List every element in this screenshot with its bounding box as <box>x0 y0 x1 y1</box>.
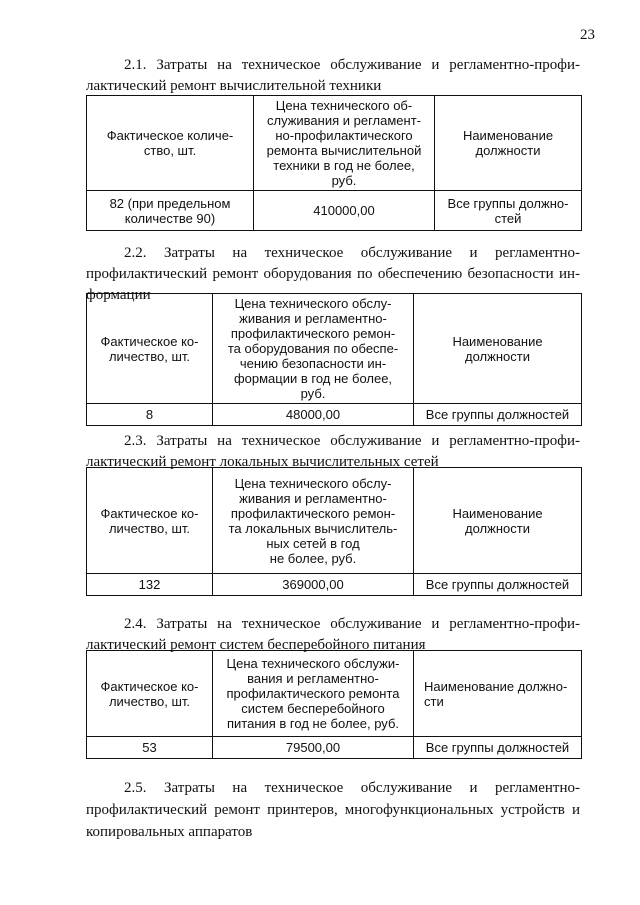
cell-line: Фактическое ко- <box>100 678 199 694</box>
cell-line: живания и регламентно- <box>239 490 387 506</box>
cell-position <box>435 191 582 231</box>
cell-line: 410000,00 <box>313 203 375 218</box>
cell-line: стей <box>494 210 522 226</box>
cell-line: Фактическое ко- <box>100 505 199 521</box>
header-position <box>414 468 582 574</box>
cell-line: Все группы должно- <box>447 195 569 211</box>
cell-line: личество, шт. <box>108 693 191 709</box>
cell-line: не более, руб. <box>269 550 357 566</box>
cell-line: должности <box>465 520 530 536</box>
cell-line: 48000,00 <box>285 407 341 422</box>
cell-line: ных сетей в год <box>266 535 360 551</box>
cell-line: 8 <box>145 407 154 422</box>
paragraph-line: копировальных аппаратов <box>86 824 253 840</box>
cell-position <box>414 404 582 426</box>
cell-line: Цена технического обслужи- <box>226 656 400 671</box>
table-header-row <box>87 294 582 404</box>
table-row <box>87 191 582 231</box>
cell-line: та оборудования по обеспе- <box>227 341 399 356</box>
cell-line: та локальных вычислитель- <box>228 520 398 536</box>
cell-line: формации в год не более, <box>233 371 393 386</box>
cell-line: количестве 90) <box>124 210 216 226</box>
header-price <box>213 294 414 404</box>
cell-line: Все группы должностей <box>425 740 570 755</box>
cell-quantity <box>87 737 213 759</box>
cell-line: служивания и регламент- <box>266 113 421 128</box>
cell-line: должности <box>465 348 530 364</box>
header-price <box>254 96 435 191</box>
cell-line: личество, шт. <box>108 348 191 364</box>
cell-line: 82 (при предельном <box>109 195 231 211</box>
cell-line: вания и регламентно- <box>247 671 379 686</box>
cell-line: питания в год не более, руб. <box>226 716 399 731</box>
cell-price <box>213 574 414 596</box>
cell-quantity <box>87 404 213 426</box>
cell-line: систем бесперебойного <box>241 701 385 716</box>
header-quantity <box>87 651 213 737</box>
cell-line: Фактическое ко- <box>100 333 199 349</box>
title-line: 2.3. Затраты на техническое обслуживание и регламентно-профи- <box>124 433 580 449</box>
header-price <box>213 468 414 574</box>
title-line: формации <box>86 287 151 303</box>
title-line: 2.4. Затраты на техническое обслуживание и регламентно-профи- <box>124 616 580 632</box>
cell-line: профилактического ремон- <box>230 326 396 341</box>
cell-line: чению безопасности ин- <box>239 356 387 371</box>
cell-quantity <box>87 574 213 596</box>
section-2-1-table <box>86 95 582 231</box>
cell-line: Все группы должностей <box>425 577 570 592</box>
cell-line: Цена технического обслу- <box>234 296 392 311</box>
cell-line: Все группы должностей <box>425 407 570 422</box>
section-2-5-paragraph <box>86 777 580 843</box>
cell-line: Фактическое количе- <box>106 128 234 143</box>
cell-line: Цена технического об- <box>275 98 413 113</box>
header-quantity <box>87 294 213 404</box>
table-header-row <box>87 468 582 574</box>
cell-line: руб. <box>300 386 326 401</box>
cell-price <box>254 191 435 231</box>
cell-line: ремонта вычислительной <box>266 143 422 158</box>
cell-line: сти <box>424 693 444 709</box>
cell-line: 53 <box>142 740 157 755</box>
cell-position <box>414 737 582 759</box>
section-2-1-title <box>86 55 580 97</box>
cell-quantity <box>87 191 254 231</box>
cell-line: должности <box>475 143 541 158</box>
table-header-row <box>87 651 582 737</box>
section-2-2-table <box>86 293 582 426</box>
cell-line: живания и регламентно- <box>239 311 387 326</box>
title-line: 2.1. Затраты на техническое обслуживание и регламентно-профи- <box>124 57 580 73</box>
table-row <box>87 404 582 426</box>
header-price <box>213 651 414 737</box>
cell-line: 369000,00 <box>282 577 344 592</box>
cell-price <box>213 404 414 426</box>
title-line: 2.2. Затраты на техническое обслуживание и регламентно- <box>124 245 580 261</box>
header-quantity <box>87 468 213 574</box>
cell-line: профилактического ремонта <box>226 686 400 701</box>
cell-line: руб. <box>331 173 357 188</box>
cell-price <box>213 737 414 759</box>
section-2-3-table <box>86 467 582 596</box>
cell-position <box>414 574 582 596</box>
table-row <box>87 574 582 596</box>
table-header-row <box>87 96 582 191</box>
title-line: лактический ремонт вычислительной техники <box>86 78 382 94</box>
paragraph-line: 2.5. Затраты на техническое обслуживание и регламентно- <box>124 780 580 796</box>
header-quantity <box>87 96 254 191</box>
cell-line: Наименование <box>462 128 554 143</box>
title-line: профилактический ремонт оборудования по обеспечению безопасности ин- <box>86 266 580 282</box>
cell-line: 79500,00 <box>285 740 341 755</box>
section-2-4-table <box>86 650 582 759</box>
title-line: лактический ремонт локальных вычислительных сетей <box>86 454 439 470</box>
header-position <box>414 294 582 404</box>
cell-line: Наименование <box>452 505 543 521</box>
header-position <box>435 96 582 191</box>
paragraph-line: профилактический ремонт принтеров, многофункциональных устройств и <box>86 802 580 818</box>
cell-line: личество, шт. <box>108 520 191 536</box>
cell-line: Наименование должно- <box>424 678 568 694</box>
page-number: 23 <box>580 27 595 43</box>
cell-line: техники в год не более, <box>273 158 415 173</box>
title-line: лактический ремонт систем бесперебойного питания <box>86 637 426 653</box>
cell-line: Цена технического обслу- <box>234 475 392 491</box>
cell-line: профилактического ремон- <box>230 505 396 521</box>
header-position <box>414 651 582 737</box>
table-row <box>87 737 582 759</box>
cell-line: но-профилактического <box>275 128 413 143</box>
cell-line: 132 <box>138 577 161 592</box>
cell-line: ство, шт. <box>143 143 197 158</box>
cell-line: Наименование <box>452 333 543 349</box>
